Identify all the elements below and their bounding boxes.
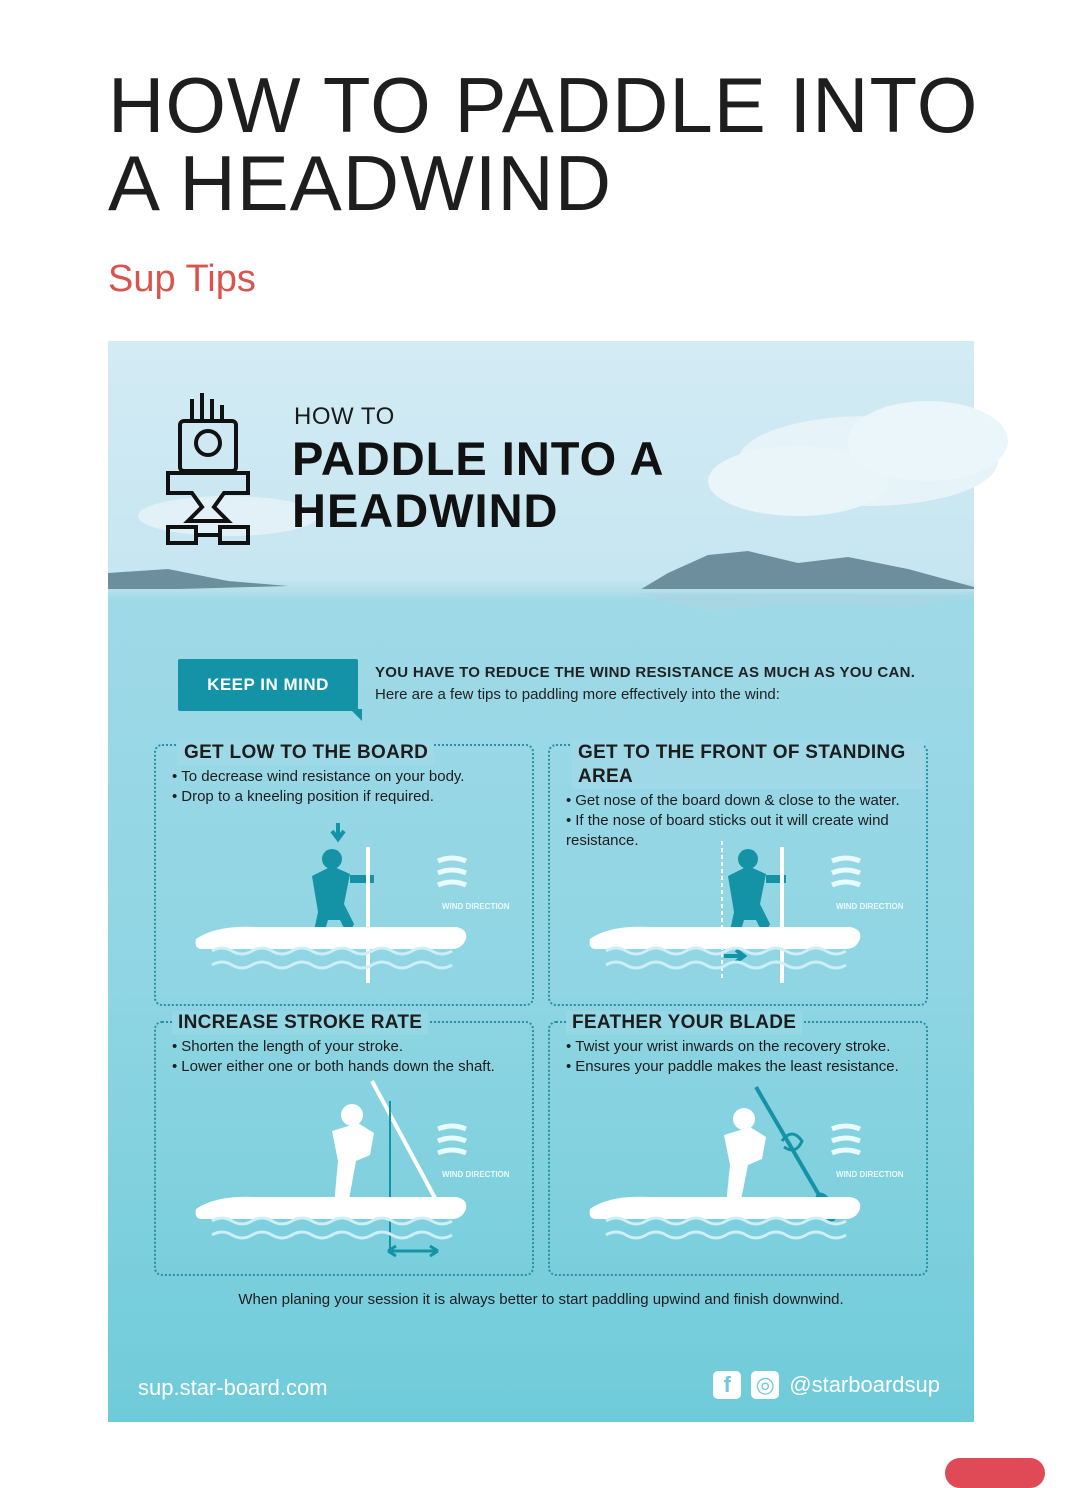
tip-title-feather-blade: FEATHER YOUR BLADE [566,1011,802,1035]
keep-in-mind-sub: Here are a few tips to paddling more effectively into the wind: [375,686,780,703]
scene-feather-paddler [586,1081,904,1261]
social-links [713,1371,940,1399]
poster-headline: PADDLE INTO A HEADWIND [292,432,663,537]
bullet: • Get nose of the board down & close to the water. [566,791,916,811]
tip-title-front-standing: GET TO THE FRONT OF STANDING AREA [572,741,924,789]
social-handle[interactable]: @starboardsup [789,1372,940,1397]
tip-bullets-get-low [172,767,522,807]
scene-front-paddler [586,811,904,981]
tip-title-stroke-rate: INCREASE STROKE RATE [172,1011,428,1035]
poster-howto: HOW TO [294,403,395,430]
bullet: • If the nose of board sticks out it will create wind resistance. [566,811,916,851]
facebook-icon[interactable]: f [713,1371,741,1399]
tip-title-get-low: GET LOW TO THE BOARD [178,741,434,765]
page-title: HOW TO PADDLE INTO A HEADWIND [108,61,979,227]
bullet: • Twist your wrist inwards on the recovery stroke. [566,1037,916,1057]
bullet: • Shorten the length of your stroke. [172,1037,522,1057]
wind-label: WIND DIRECTION [442,1170,510,1179]
footer-note: When planing your session it is always better to start paddling upwind and finish downwind. [238,1291,844,1308]
keep-in-mind-tag: KEEP IN MIND [178,659,358,711]
bullet: • To decrease wind resistance on your body. [172,767,522,787]
wind-label: WIND DIRECTION [836,902,904,911]
scene-stroke-paddler [192,1081,510,1261]
wind-label: WIND DIRECTION [836,1170,904,1179]
category-link[interactable]: Sup Tips [108,258,256,300]
infographic-poster [108,341,974,1422]
scene-kneeling-paddler [192,811,510,981]
tip-bullets-feather-blade [566,1037,916,1077]
instagram-icon[interactable]: ◎ [751,1371,779,1399]
wind-label: WIND DIRECTION [442,902,510,911]
footer-url-link[interactable]: sup.star-board.com [138,1375,328,1400]
starboard-logo-icon [162,391,254,551]
bullet: • Lower either one or both hands down the shaft. [172,1057,522,1077]
keep-in-mind-strong: YOU HAVE TO REDUCE THE WIND RESISTANCE AS MUCH AS YOU CAN. [375,664,916,681]
bullet: • Drop to a kneeling position if required. [172,787,522,807]
floating-action-button[interactable] [945,1458,1045,1488]
bullet: • Ensures your paddle makes the least resistance. [566,1057,916,1077]
tip-bullets-stroke-rate [172,1037,522,1077]
